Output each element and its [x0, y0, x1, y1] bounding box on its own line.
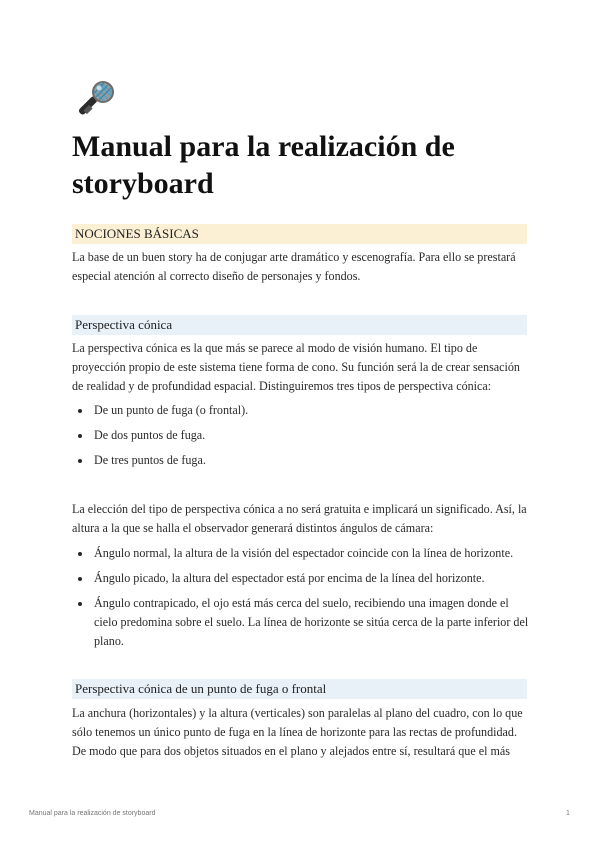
page-title: Manual para la realización de storyboard — [72, 130, 455, 200]
list-item: Ángulo picado, la altura del espectador está por encima de la línea del horizonte. — [72, 569, 530, 588]
list-item: De un punto de fuga (o frontal). — [72, 401, 530, 420]
footer-doc-title: Manual para la realización de storyboard — [29, 810, 156, 817]
microphone-icon — [72, 78, 118, 122]
section-heading-nociones: NOCIONES BÁSICAS — [72, 224, 527, 244]
paragraph-nociones: La base de un buen story ha de conjugar arte dramático y escenografía. Para ello se prestará especial atención al correcto diseño de personajes y fondos. — [72, 250, 516, 283]
section-heading-frontal: Perspectiva cónica de un punto de fuga o frontal — [72, 679, 527, 699]
paragraph-angles-intro: La elección del tipo de perspectiva cónica a no será gratuita e implicará un significado. Así, la altura a la que se halla el observador generará distintos ángulos de cámara: — [72, 502, 527, 535]
camera-angles-list — [72, 544, 530, 651]
paragraph-frontal: La anchura (horizontales) y la altura (verticales) son paralelas al plano del cuadro, con lo que sólo tenemos un único punto de fuga en la línea de horizonte para las rectas de profundidad. De modo que para dos objetos situados en el plano y alejados entre sí, resultará que el más — [72, 706, 523, 758]
perspective-types-list — [72, 401, 530, 470]
list-item: Ángulo normal, la altura de la visión del espectador coincide con la línea de horizonte. — [72, 544, 530, 563]
section-heading-conica: Perspectiva cónica — [72, 315, 527, 335]
page-number: 1 — [566, 810, 570, 817]
list-item: De tres puntos de fuga. — [72, 451, 530, 470]
list-item: De dos puntos de fuga. — [72, 426, 530, 445]
list-item: Ángulo contrapicado, el ojo está más cerca del suelo, recibiendo una imagen donde el cielo predomina sobre el suelo. La línea de horizonte se sitúa cerca de la parte inferior del plano. — [72, 594, 530, 651]
paragraph-conica: La perspectiva cónica es la que más se parece al modo de visión humano. El tipo de proyección propio de este sistema tiene forma de cono. Su función será la de crear sensación de realidad y de profundidad espacial. Distinguiremos tres tipos de perspectiva cónica: — [72, 341, 520, 393]
